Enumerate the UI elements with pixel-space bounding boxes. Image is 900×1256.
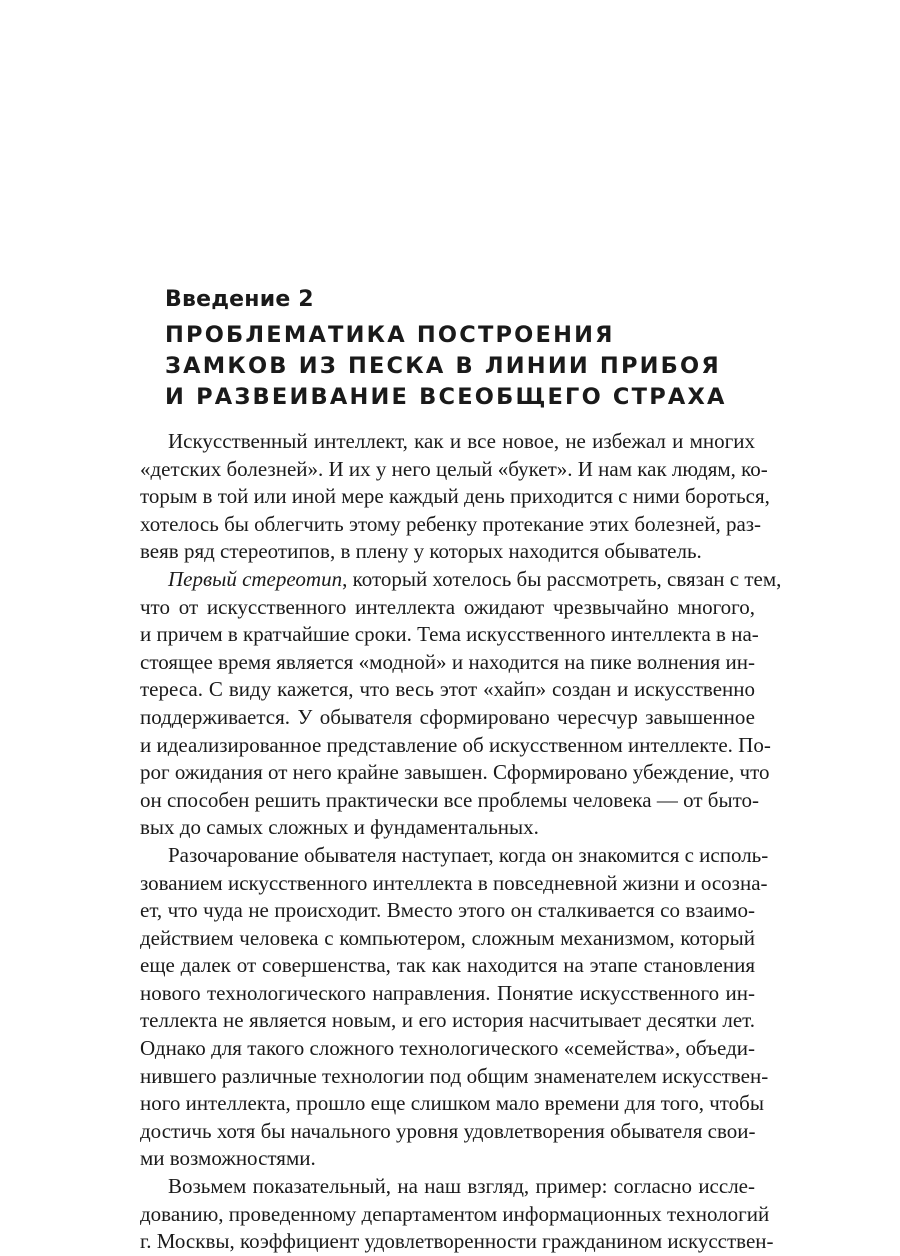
text-line: что от искусственного интеллекта ожидают чрезвычайно многого,	[140, 594, 755, 619]
text-line: рог ожидания от него крайне завышен. Сформировано убеждение, что	[140, 760, 770, 785]
text-line: «детских болезней». И их у него целый «букет». И нам как людям, ко-	[140, 456, 768, 481]
italic-term: Первый стереотип	[168, 566, 343, 591]
text-line: Однако для такого сложного технологического «семейства», объеди-	[140, 1036, 755, 1061]
text-line: нового технологического направления. Понятие искусственного ин-	[140, 980, 755, 1005]
text-line: ми возможностями.	[140, 1146, 316, 1171]
text-line: ет, что чуда не происходит. Вместо этого он сталкивается со взаимо-	[140, 898, 755, 923]
text-line: нившего различные технологии под общим знаменателем искусствен-	[140, 1063, 769, 1088]
text-line: действием человека с компьютером, сложным механизмом, который	[140, 925, 755, 950]
paragraph-4	[140, 1173, 774, 1256]
text-fragment: , который хотелось бы рассмотреть, связан с тем,	[342, 566, 782, 591]
chapter-title-line: ПРОБЛЕМАТИКА ПОСТРОЕНИЯ	[165, 322, 615, 348]
text-line: ного интеллекта, прошло еще слишком мало времени для того, чтобы	[140, 1091, 764, 1116]
text-line	[140, 566, 782, 594]
body-text	[140, 428, 782, 1256]
text-line: поддерживается. У обывателя сформировано чересчур завышенное	[140, 704, 755, 729]
text-line: веяв ряд стереотипов, в плену у которых находится обыватель.	[140, 539, 702, 564]
chapter-title-line: И РАЗВЕИВАНИЕ ВСЕОБЩЕГО СТРАХА	[165, 384, 727, 410]
paragraph-1	[140, 428, 770, 566]
text-line: Разочарование обывателя наступает, когда он знакомится с исполь-	[168, 842, 769, 867]
text-line: тереса. С виду кажется, что весь этот «хайп» создан и искусственно	[140, 677, 755, 702]
text-line: стоящее время является «модной» и находится на пике волнения ин-	[140, 649, 755, 674]
text-line: теллекта не является новым, и его история насчитывает десятки лет.	[140, 1008, 755, 1033]
text-line: еще далек от совершенства, так как находится на этапе становления	[140, 953, 755, 978]
chapter-title-line: ЗАМКОВ ИЗ ПЕСКА В ЛИНИИ ПРИБОЯ	[165, 353, 721, 379]
text-line: и идеализированное представление об искусственном интеллекте. По-	[140, 732, 771, 757]
text-line: Возьмем показательный, на наш взгляд, пример: согласно иссле-	[168, 1174, 755, 1199]
text-line: достичь хотя бы начального уровня удовлетворения обывателя свои-	[140, 1118, 756, 1143]
text-line: г. Москвы, коэффициент удовлетворенности гражданином искусствен-	[140, 1229, 774, 1254]
text-line: и причем в кратчайшие сроки. Тема искусственного интеллекта в на-	[140, 622, 759, 647]
text-line: торым в той или иной мере каждый день приходится с ними бороться,	[140, 484, 770, 509]
chapter-label: Введение 2	[165, 287, 314, 312]
text-line: Искусственный интеллект, как и все новое, не избежал и многих	[168, 429, 755, 453]
paragraph-2	[140, 566, 782, 842]
text-line: дованию, проведенному департаментом информационных технологий	[140, 1201, 770, 1226]
text-line: зованием искусственного интеллекта в повседневной жизни и осозна-	[140, 870, 768, 895]
text-line: вых до самых сложных и фундаментальных.	[140, 815, 539, 840]
chapter-title	[165, 320, 765, 413]
text-line: хотелось бы облегчить этому ребенку протекание этих болезней, раз-	[140, 511, 762, 536]
text-line: он способен решить практически все проблемы человека — от быто-	[140, 787, 759, 812]
paragraph-3	[140, 842, 769, 1173]
